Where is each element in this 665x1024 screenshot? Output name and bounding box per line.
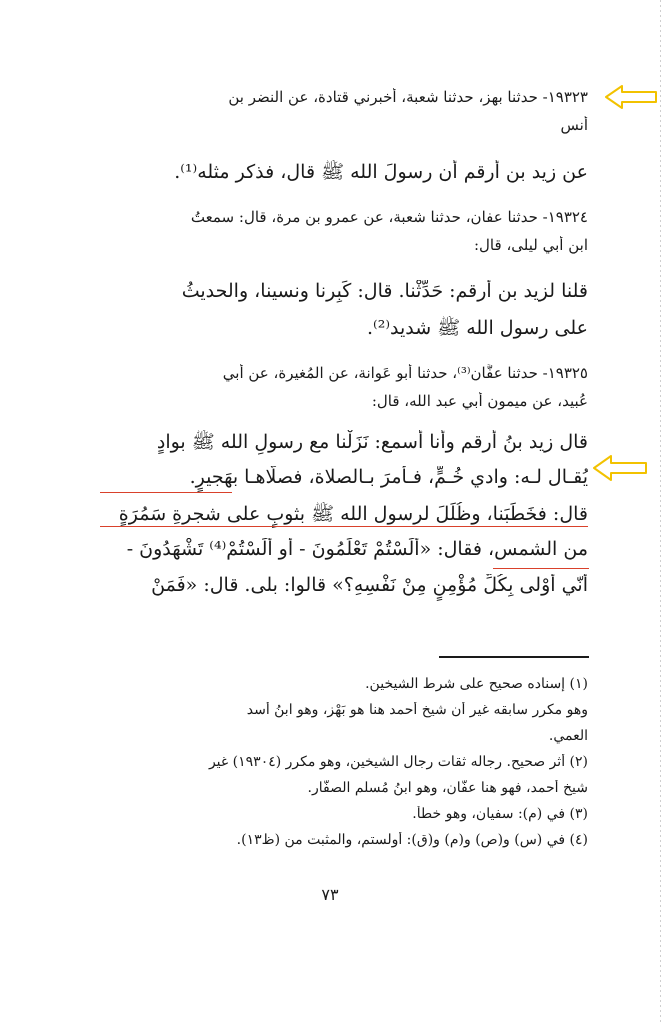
hadith-19325 bbox=[98, 364, 588, 420]
hadith-19324-line-4: على رسول الله ﷺ شديد⁽²⁾. bbox=[367, 317, 588, 339]
footnote-2-line-2: شيخ أحمد، فهو هنا عفَّان، وهو ابنُ مُسلم الصفَّار. bbox=[307, 780, 588, 796]
footnote-1-line-1: (١) إسناده صحيح على شرط الشيخين. bbox=[365, 676, 588, 692]
footnote-4: (٤) في (س) و(ص) و(م) و(ق): أولستم، والمثبت من (ظ١٣). bbox=[236, 832, 588, 848]
footnote-1-line-2: وهو مكرر سابقه غير أن شيخ أحمد هنا هو بَهْز، وهو ابنُ أسد bbox=[246, 702, 588, 718]
hadith-19325-line-2: عُبيد، عن ميمون أبي عبد الله، قال: bbox=[371, 392, 588, 410]
hadith-19325-line-6: من الشمس، فقال: «ألَسْتُمْ تَعْلَمُونَ - أو ألَسْتُمْ⁽⁴⁾ تَشْهَدُونَ - bbox=[126, 538, 588, 560]
hadith-19323-line-1: ١٩٣٢٣- حدثنا بهز، حدثنا شعبة، أخبرني قتادة، عن النضر بن bbox=[228, 88, 588, 106]
footnote-separator bbox=[439, 656, 589, 658]
hadith-19324-line-1: ١٩٣٢٤- حدثنا عفان، حدثنا شعبة، عن عمرو بن مرة، قال: سمعتُ bbox=[190, 208, 588, 226]
hadith-19324-line-2: ابن أبي ليلى، قال: bbox=[473, 236, 588, 254]
arrow-left-icon bbox=[592, 454, 650, 482]
highlight-underline-1 bbox=[100, 492, 232, 493]
highlight-underline-3 bbox=[493, 568, 589, 569]
hadith-19324-line-3: قلنا لزيد بن أرقم: حَدِّثْنا. قال: كَبِرنا ونسينا، والحديثُ bbox=[181, 280, 588, 302]
hadith-19323-line-2: أنس bbox=[560, 116, 588, 134]
highlight-underline-2 bbox=[100, 526, 588, 527]
hadith-19325-line-1: ١٩٣٢٥- حدثنا عفَّان⁽³⁾، حدثنا أبو عَوانة، عن المُغيرة، عن أبي bbox=[222, 364, 588, 382]
footnotes bbox=[98, 676, 588, 858]
footnote-3: (٣) في (م): سفيان، وهو خطأ. bbox=[412, 806, 588, 822]
hadith-19323-text bbox=[98, 160, 588, 188]
hadith-19323-line-3: عن زيد بن أرقم أن رسولَ الله ﷺ قال، فذكر مثله⁽¹⁾. bbox=[174, 161, 588, 183]
hadith-19323 bbox=[98, 88, 588, 146]
hadith-19325-text bbox=[98, 430, 588, 610]
arrow-left-icon bbox=[604, 84, 660, 110]
hadith-19325-line-3: قال زيد بنُ أرقم وأنا أسمع: نَزَلْنا مع رسولِ الله ﷺ بوادٍ bbox=[156, 431, 588, 453]
page-edge bbox=[660, 0, 661, 1024]
page-number: ٧٣ bbox=[321, 885, 339, 904]
hadith-19324 bbox=[98, 208, 588, 264]
hadith-19325-line-5: قال: فخَطَبَنا، وظُلِّلَ لرسول الله ﷺ بثوبٍ على شجرةِ سَمُرَةٍ bbox=[118, 503, 588, 525]
footnote-1-line-3: العمي. bbox=[548, 728, 588, 744]
hadith-19324-text bbox=[98, 280, 588, 352]
hadith-19325-line-4: يُقـال لـه: وادي خُـمٍّ، فـأمرَ بـالصلاة، فصلَّاهـا بهَجيرٍ. bbox=[189, 466, 588, 488]
hadith-19325-line-7: أنّي أَوْلى بِكُلِّ مُؤْمِنٍ مِنْ نَفْسِهِ؟» قالوا: بلى. قال: «فَمَنْ bbox=[151, 574, 588, 596]
footnote-2-line-1: (٢) أثر صحيح. رجاله ثقات رجال الشيخين، وهو مكرر (١٩٣٠٤) غير bbox=[208, 754, 588, 770]
